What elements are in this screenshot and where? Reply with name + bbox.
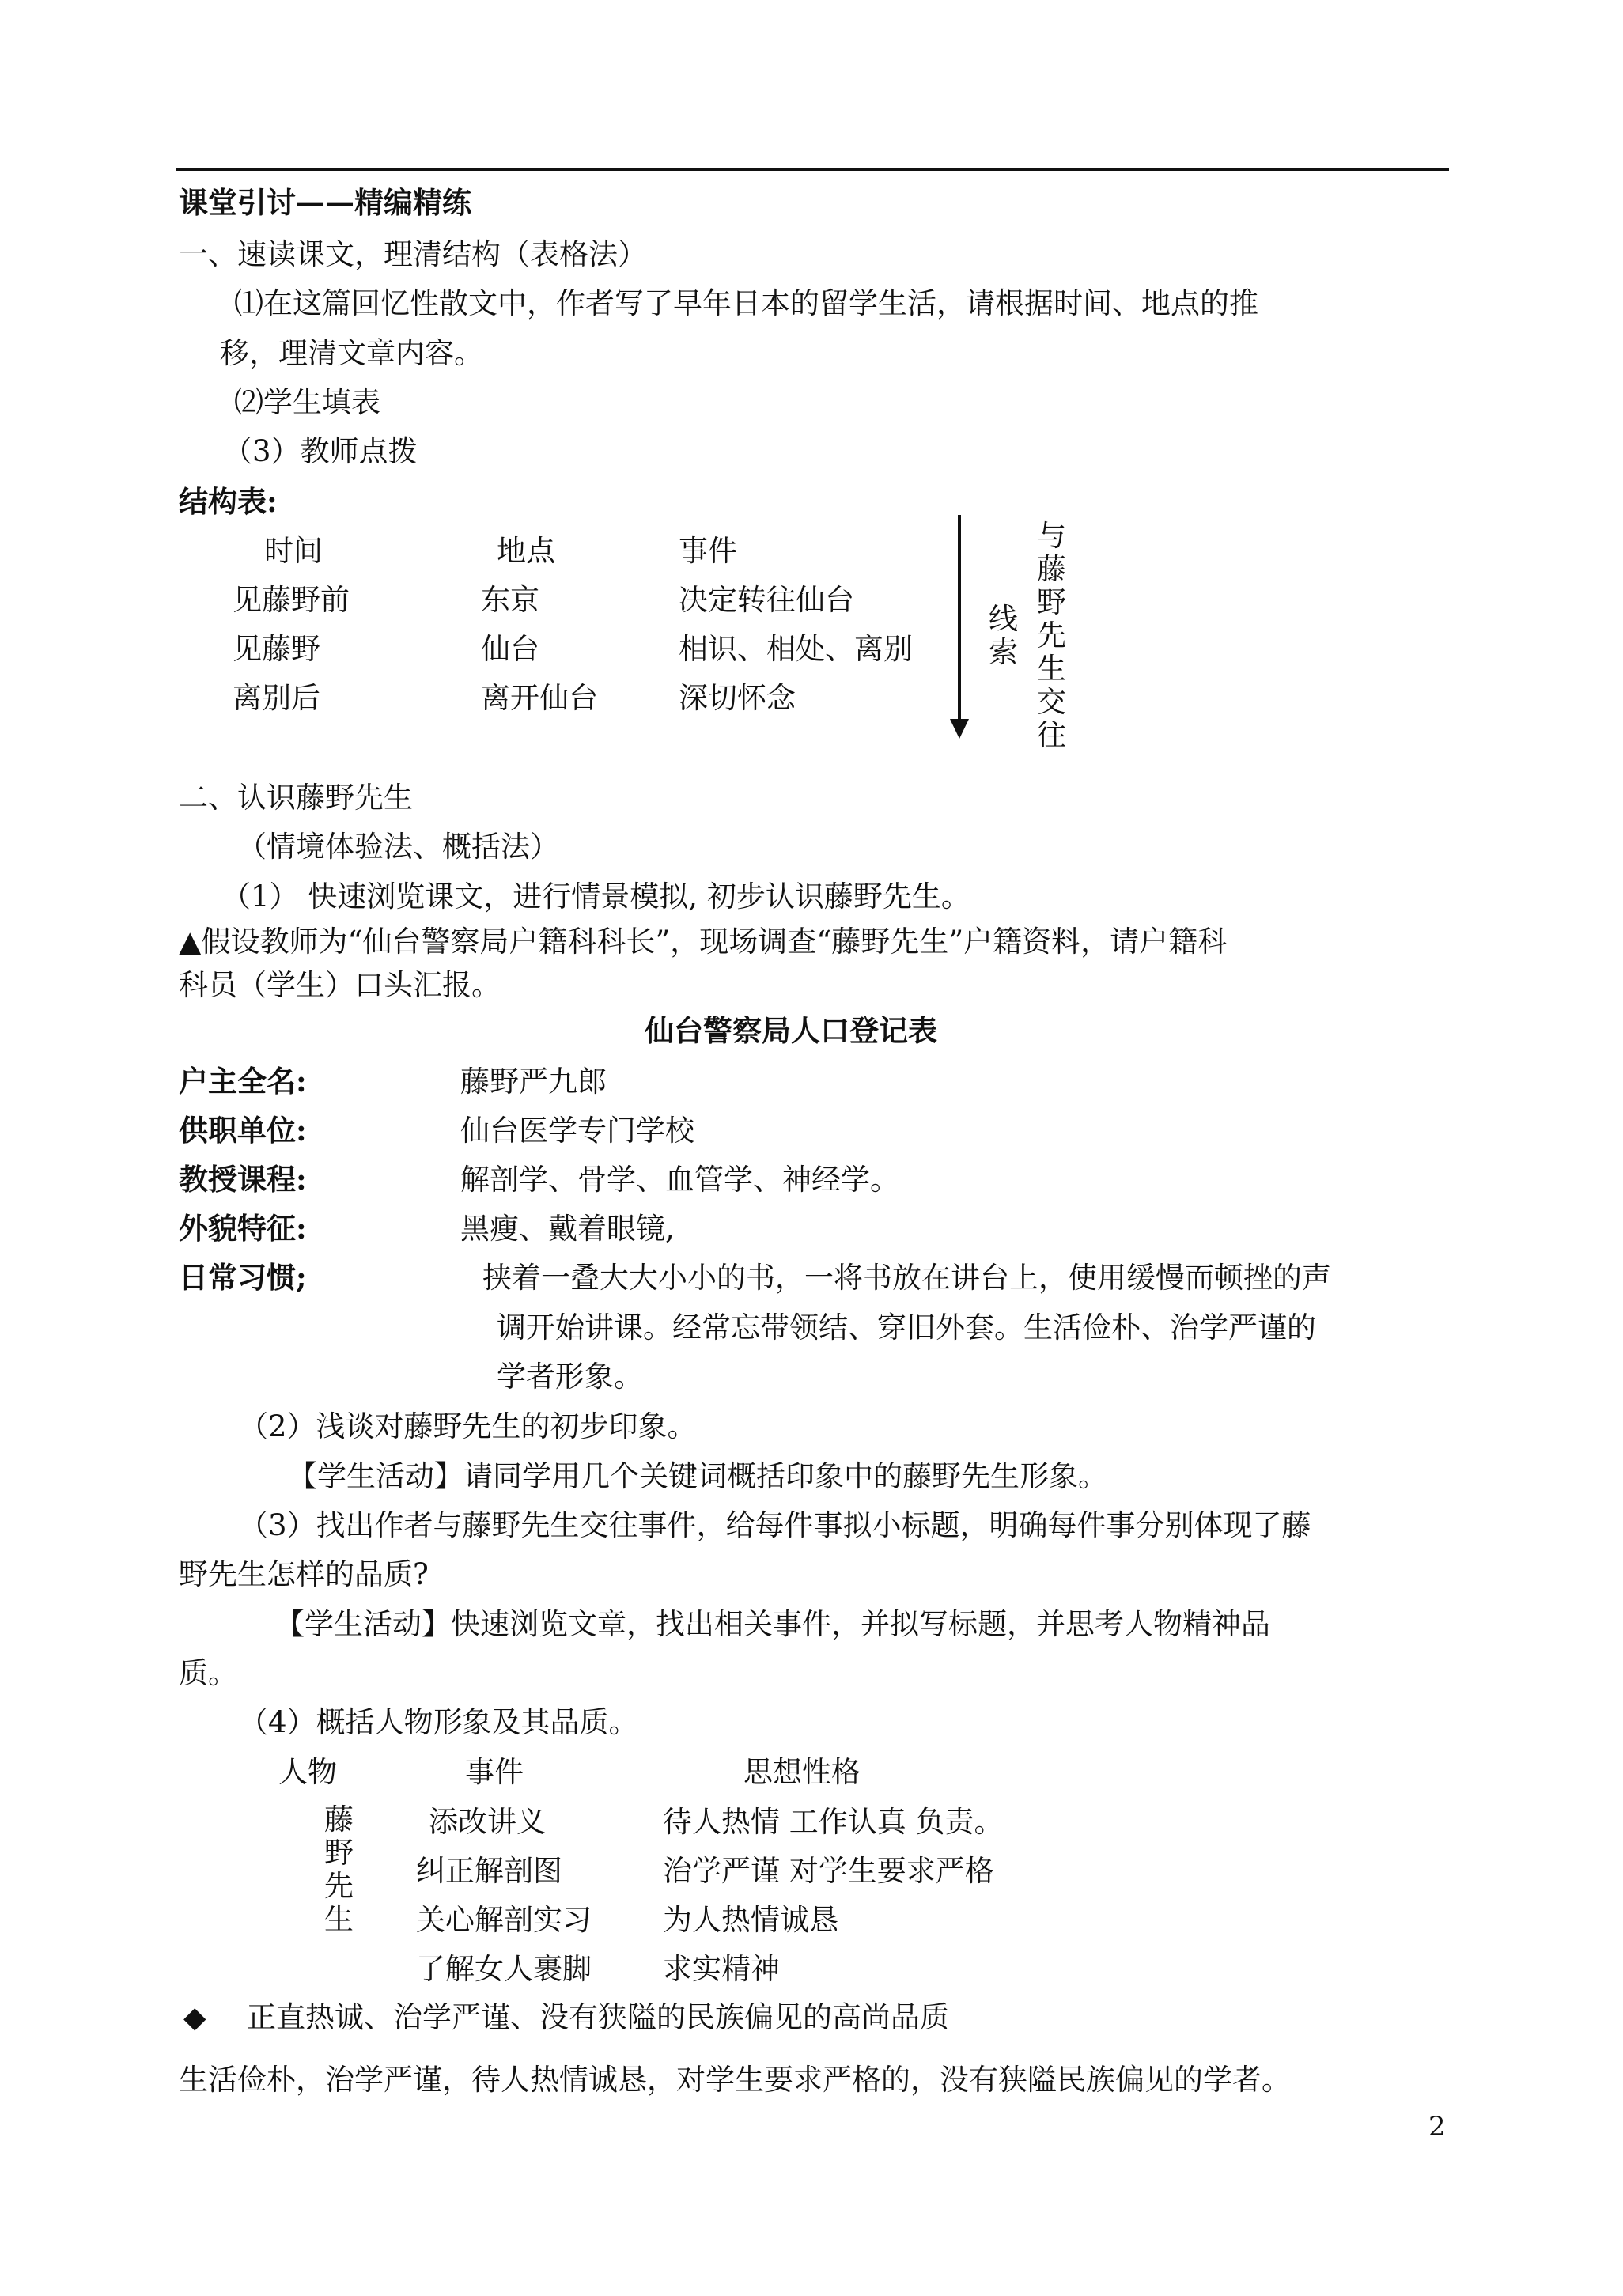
table-row-3-event: 深切怀念	[679, 681, 796, 715]
table-row-1-event: 决定转往仙台	[679, 583, 854, 617]
activity-1: 【学生活动】请同学用几个关键词概括印象中的藤野先生形象。	[288, 1459, 1107, 1493]
registry-habit-line: 调开始讲课。经常忘带领结、穿旧外套。生活俭朴、治学严谨的	[497, 1311, 1316, 1345]
char-row-trait: 求实精神	[663, 1952, 780, 1986]
char-header-event: 事件	[465, 1755, 524, 1789]
registry-habit-line: 学者形象。	[497, 1360, 643, 1394]
part1-item1-line1: ⑴在这篇回忆性散文中，作者写了早年日本的留学生活，请根据时间、地点的推	[234, 286, 1258, 320]
char-header-trait: 思想性格	[743, 1755, 861, 1789]
char-row-trait: 为人热情诚恳	[663, 1903, 838, 1937]
clue-text-char: 藤	[1037, 552, 1066, 586]
part1-heading: 一、速读课文，理清结构（表格法）	[179, 237, 647, 271]
char-row-trait: 治学严谨 对学生要求严格	[663, 1854, 994, 1888]
summary-1: 正直热诚、治学严谨、没有狭隘的民族偏见的高尚品质	[247, 2000, 949, 2034]
char-row-trait: 待人热情 工作认真 负责。	[663, 1805, 1004, 1839]
clue-text	[1037, 520, 1066, 752]
registry-field-value: 藤野严九郎	[460, 1065, 607, 1099]
structure-label: 结构表:	[179, 484, 278, 519]
part2-method: （情境体验法、概括法）	[237, 830, 559, 864]
table-row-2-time: 见藤野	[233, 632, 320, 666]
char-header-person: 人物	[278, 1755, 337, 1789]
clue-text-char: 生	[1037, 652, 1066, 686]
table-header-event: 事件	[679, 534, 737, 568]
registry-habit-line: 挟着一叠大大小小的书，一将书放在讲台上，使用缓慢而顿挫的声	[482, 1261, 1331, 1295]
registry-habit-label: 日常习惯;	[179, 1260, 307, 1295]
part2-step1: （1） 快速浏览课文，进行情景模拟, 初步认识藤野先生。	[221, 879, 970, 913]
registry-field-value: 仙台医学专门学校	[460, 1114, 694, 1148]
activity-2-line-2: 质。	[179, 1656, 237, 1690]
registry-field-label: 供职单位:	[179, 1113, 307, 1148]
clue-text-char: 往	[1037, 718, 1066, 752]
part2-step4: （4）概括人物形象及其品质。	[239, 1705, 638, 1739]
registry-field-value: 黑瘦、戴着眼镜,	[460, 1212, 675, 1246]
clue-label-char: 线	[989, 602, 1018, 636]
table-row-2-place: 仙台	[481, 632, 539, 666]
char-row-event: 添改讲义	[429, 1805, 546, 1839]
summary-2: 生活俭朴，治学严谨，待人热情诚恳，对学生要求严格的，没有狭隘民族偏见的学者。	[179, 2063, 1291, 2097]
task-line-2: 科员（学生）口头汇报。	[179, 968, 501, 1002]
activity-2-line-1: 【学生活动】快速浏览文章，找出相关事件，并拟写标题，并思考人物精神品	[275, 1607, 1270, 1641]
registry-field-value: 解剖学、骨学、血管学、神经学。	[460, 1163, 899, 1197]
table-row-3-time: 离别后	[233, 681, 320, 715]
clue-text-char: 交	[1037, 685, 1066, 719]
task-line-1: ▲假设教师为“仙台警察局户籍科科长”，现场调查“藤野先生”户籍资料，请户籍科	[179, 925, 1228, 959]
table-header-place: 地点	[497, 534, 555, 568]
person-name-vertical	[324, 1803, 354, 1936]
step3-line-2: 野先生怎样的品质?	[179, 1557, 429, 1591]
part2-heading: 二、认识藤野先生	[179, 781, 413, 815]
table-row-3-place: 离开仙台	[481, 681, 598, 715]
registry-field-label: 户主全名:	[179, 1064, 307, 1099]
table-row-2-event: 相识、相处、离别	[679, 632, 913, 666]
timeline-arrow-icon	[950, 515, 969, 739]
char-row-event: 关心解剖实习	[416, 1903, 592, 1937]
person-name-char: 野	[324, 1836, 354, 1870]
table-row-1-time: 见藤野前	[233, 583, 350, 617]
header-rule	[176, 168, 1449, 171]
person-name-char: 藤	[324, 1802, 354, 1836]
step3-line-1: （3）找出作者与藤野先生交往事件，给每件事拟小标题，明确每件事分别体现了藤	[239, 1508, 1311, 1542]
clue-text-char: 野	[1037, 585, 1066, 619]
char-row-event: 纠正解剖图	[416, 1854, 562, 1888]
part1-item1-line2: 移，理清文章内容。	[220, 336, 483, 370]
clue-text-char: 与	[1037, 519, 1066, 553]
part1-item2: ⑵学生填表	[234, 385, 380, 419]
diamond-bullet-icon: ◆	[183, 2000, 206, 2034]
table-row-1-place: 东京	[481, 583, 539, 617]
person-name-char: 先	[324, 1869, 354, 1903]
clue-label-char: 索	[989, 635, 1018, 669]
clue-text-char: 先	[1037, 618, 1066, 652]
page-number: 2	[1428, 2111, 1446, 2143]
person-name-char: 生	[324, 1902, 354, 1936]
section-title: 课堂引讨——精编精练	[179, 185, 471, 220]
registry-title: 仙台警察局人口登记表	[645, 1013, 937, 1048]
part2-step2: （2）浅谈对藤野先生的初步印象。	[239, 1409, 697, 1443]
clue-label	[989, 603, 1018, 669]
registry-field-label: 教授课程:	[179, 1162, 307, 1197]
char-row-event: 了解女人裹脚	[416, 1952, 592, 1986]
table-header-time: 时间	[264, 534, 323, 568]
part1-item3: （3）教师点拨	[223, 434, 418, 468]
registry-field-label: 外貌特征:	[179, 1211, 307, 1246]
